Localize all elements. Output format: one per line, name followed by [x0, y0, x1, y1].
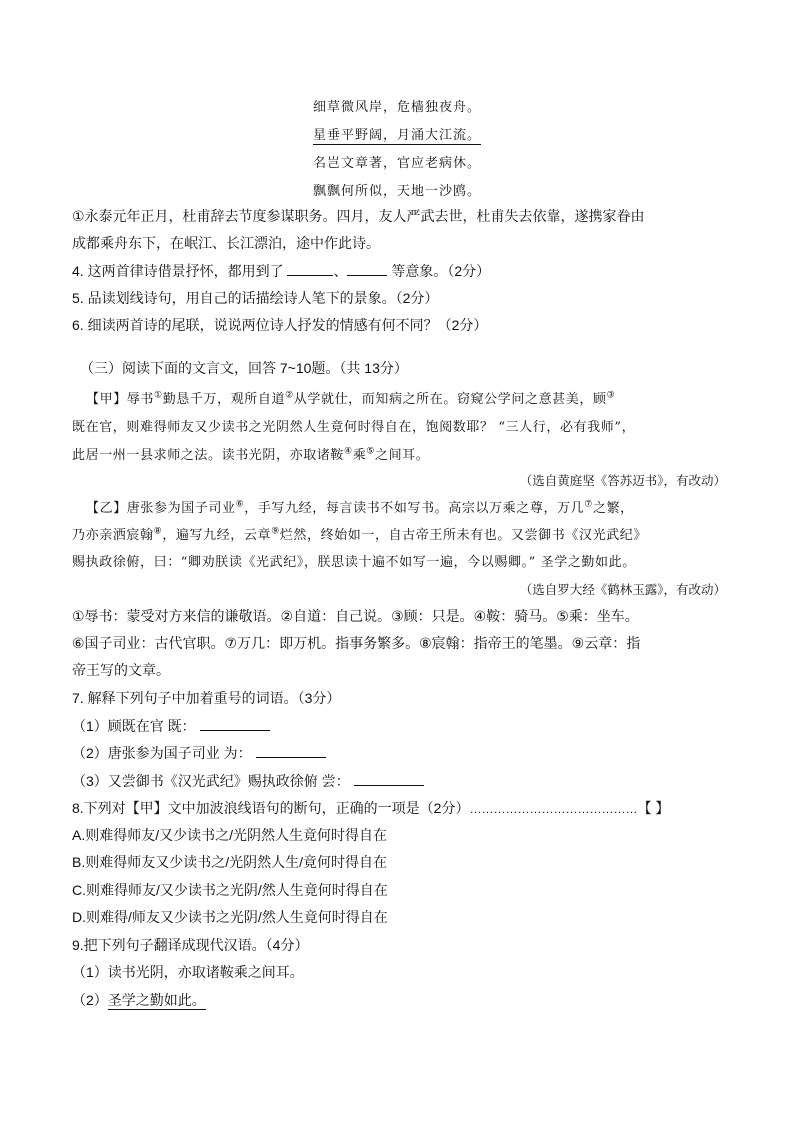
passage-jia-line-1 — [86, 388, 740, 407]
question-9-item-1: （1）读书光阴，亦取诸鞍乘之间耳。 — [72, 964, 304, 980]
question-8-title — [72, 798, 669, 818]
question-4-prefix: 4. 这两首律诗借景抒怀，都用到了 — [72, 263, 284, 279]
footnote-mark: ⑤ — [366, 446, 375, 457]
footnote-mark: ④ — [344, 446, 353, 457]
question-8-title-text: 8.下列对【甲】文中加波浪线语句的断句，正确的一项是（2分） — [72, 800, 470, 816]
poem-line-1: 细草微风岸，危樯独夜舟。 — [312, 100, 481, 115]
question-7-item-1-text: （1）顾既在官 既： — [72, 718, 196, 734]
footnotes-line-2: ⑥国子司业：古代官职。⑦万几：即万机。指事务繁多。⑧宸翰：指帝王的笔墨。⑨云章：指 — [72, 635, 641, 651]
footnote-mark: ⑧ — [153, 526, 163, 537]
question-7-item-3 — [72, 771, 424, 791]
question-8-option-c[interactable]: C.则难得师友/又少读书之光阴/然人生竟何时得自在 — [72, 882, 388, 898]
footnote-mark: ⑨ — [271, 526, 280, 537]
question-7-item-2-text: （2）唐张参为国子司业 为： — [72, 745, 252, 761]
jia-text: 【甲】辱书 — [86, 392, 155, 407]
footnote-mark: ⑦ — [584, 499, 593, 510]
question-9-item-2-underlined: 圣学之勤如此。 — [107, 992, 206, 1008]
poem-note-line-2: 成都乘舟东下，在岷江、长江漂泊，途中作此诗。 — [72, 235, 380, 251]
question-5: 5. 品读划线诗句，用自己的话描绘诗人笔下的景象。（2分） — [72, 290, 439, 306]
poem-line-2 — [0, 124, 794, 143]
yi-text: 之繁， — [592, 501, 634, 516]
answer-bracket-8[interactable]: 【 】 — [637, 800, 670, 816]
question-4-suffix: 等意象。（2分） — [391, 263, 491, 279]
yi-text: ，遍写九经，云章 — [162, 528, 272, 543]
question-6: 6. 细读两首诗的尾联，说说两位诗人抒发的情感有何不同？（2分） — [72, 317, 488, 333]
question-8-dots: …………………………………… — [469, 802, 638, 816]
passage-yi-line-1 — [86, 497, 740, 516]
footnote-mark: ⑥ — [235, 499, 245, 510]
footnotes-line-3: 帝王写的文章。 — [72, 662, 170, 678]
poem-line-3: 名岂文章著，官应老病休。 — [312, 156, 481, 171]
question-9-title: 9.把下列句子翻译成现代汉语。（4分） — [72, 937, 309, 953]
answer-blank-7-3[interactable] — [354, 773, 424, 786]
question-7-item-1 — [72, 716, 270, 736]
passage-jia-line-3 — [72, 444, 726, 463]
footnotes-line-1: ①辱书：蒙受对方来信的谦敬语。②自道：自己说。③顾：只是。④鞍：骑马。⑤乘：坐车。 — [72, 608, 639, 624]
answer-blank-7-2[interactable] — [256, 745, 326, 758]
yi-text: ，手写九经，每言读书不如写书。高宗以万乘之尊，万几 — [244, 501, 585, 516]
question-4 — [72, 261, 490, 281]
question-7-item-3-text: （3）又尝御书《汉光武纪》赐执政徐俯 尝： — [72, 773, 350, 789]
answer-blank-4b[interactable] — [347, 263, 387, 276]
question-9-item-2-prefix: （2） — [72, 992, 108, 1008]
footnote-mark: ③ — [606, 390, 616, 401]
answer-blank-4a[interactable] — [287, 263, 333, 276]
question-8-option-b[interactable]: B.则难得师友又少读书之/光阴然人生/竟何时得自在 — [72, 854, 388, 870]
jia-text: 乘 — [352, 448, 367, 463]
section-3-heading: （三）阅读下面的文言文，回答 7~10题。（共 13分） — [80, 360, 408, 376]
yi-text: 乃亦亲洒宸翰 — [72, 528, 154, 543]
jia-text: 此居一州一县求师之法。读书光阴，亦取诸鞍 — [72, 448, 345, 463]
poem-line-2-underlined: 星垂平野阔，月涌大江流。 — [312, 128, 481, 143]
passage-jia-line-2: 既在官，则难得师友又少读书之光阴然人生竟何时得自在，饱阅数耶？ “三人行，必有我师”， — [72, 420, 636, 435]
passage-yi-line-2 — [72, 524, 726, 543]
question-4-sep: 、 — [333, 263, 348, 279]
yi-text: 烂然，终始如一，自古帝王所未有也。又尝御书《汉光武纪》 — [279, 528, 647, 543]
jia-text: 勤恳千万，观所自道 — [162, 392, 286, 407]
question-9-item-2 — [72, 990, 206, 1010]
question-8-option-a[interactable]: A.则难得师友/又少读书之/光阴然人生竟何时得自在 — [72, 827, 388, 843]
poem-line-4: 飘飘何所似，天地一沙鸥。 — [312, 184, 481, 199]
passage-yi-source: （选自罗大经《鹤林玉露》，有改动） — [519, 582, 726, 597]
question-7-title: 7. 解释下列句子中加着重号的词语。（3分） — [72, 690, 341, 706]
answer-blank-7-1[interactable] — [200, 718, 270, 731]
poem-note-line-1: ①永泰元年正月，杜甫辞去节度参谋职务。四月，友人严武去世，杜甫失去依靠，遂携家眷由 — [72, 208, 645, 224]
footnote-mark: ② — [285, 390, 294, 401]
question-8-option-d[interactable]: D.则难得/师友又少读书之光阴/然人生竟何时得自在 — [72, 909, 388, 925]
passage-yi-line-3: 赐执政徐俯，曰：“卿劝朕读《光武纪》，朕思读十遍不如写一遍，今以赐卿。” 圣学之勤如此。 — [72, 555, 636, 570]
jia-text: 从学就仕，而知病之所在。窃窥公学问之意甚美，顾 — [293, 392, 607, 407]
question-7-item-2 — [72, 743, 326, 763]
footnote-mark: ① — [154, 390, 163, 401]
yi-text: 【乙】唐张参为国子司业 — [86, 501, 236, 516]
passage-jia-source: （选自黄庭坚《答苏迈书》，有改动） — [519, 473, 726, 488]
jia-text: 之间耳。 — [374, 448, 430, 463]
